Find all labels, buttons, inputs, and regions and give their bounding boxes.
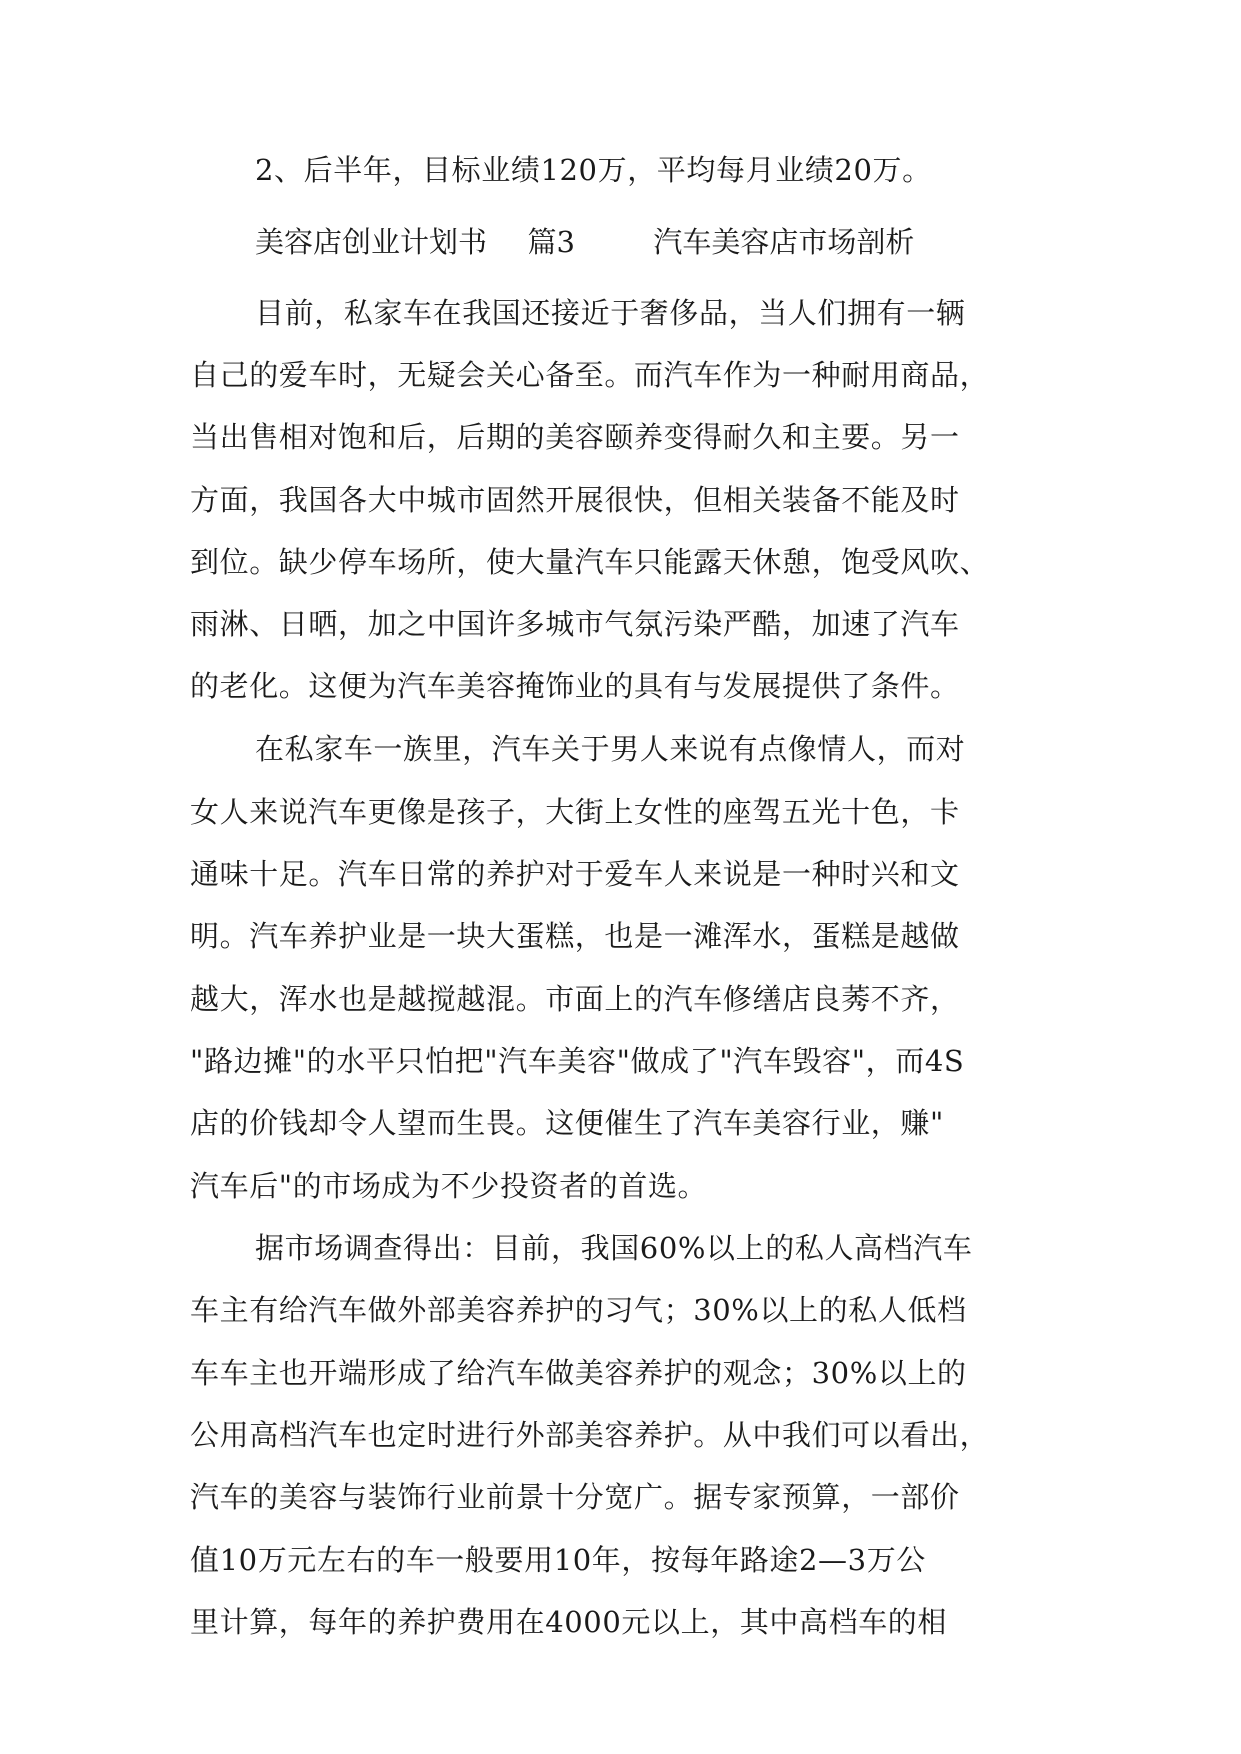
paragraph-2-line: 女人来说汽车更像是孩子，大街上女性的座驾五光十色，卡 (190, 795, 960, 829)
heading-title: 美容店创业计划书 (255, 225, 488, 259)
paragraph-1-line: 当出售相对饱和后，后期的美容颐养变得耐久和主要。另一 (190, 420, 960, 454)
paragraph-3-line: 里计算，每年的养护费用在4000元以上，其中高档车的相 (190, 1605, 948, 1639)
paragraph-1-line: 雨淋、日晒，加之中国许多城市气氛污染严酷，加速了汽车 (190, 607, 960, 641)
paragraph-2-line: "路边摊"的水平只怕把"汽车美容"做成了"汽车毁容"，而4S (190, 1044, 965, 1078)
paragraph-2-line: 越大，浑水也是越搅越混。市面上的汽车修缮店良莠不齐， (190, 982, 960, 1016)
paragraph-3-line: 车主有给汽车做外部美容养护的习气；30%以上的私人低档 (190, 1293, 967, 1327)
section-heading (255, 222, 1055, 262)
paragraph-3-line: 公用高档汽车也定时进行外部美容养护。从中我们可以看出， (190, 1418, 990, 1452)
paragraph-3-line: 据市场调查得出：目前，我国60%以上的私人高档汽车 (255, 1231, 973, 1265)
paragraph-1-line: 方面，我国各大中城市固然开展很快，但相关装备不能及时 (190, 483, 960, 517)
paragraph-1-line: 的老化。这便为汽车美容掩饰业的具有与发展提供了条件。 (190, 669, 960, 703)
paragraph-2-line: 店的价钱却令人望而生畏。这便催生了汽车美容行业，赚" (190, 1106, 944, 1140)
paragraph-2-line: 通味十足。汽车日常的养护对于爱车人来说是一种时兴和文 (190, 857, 960, 891)
paragraph-1-line: 到位。缺少停车场所，使大量汽车只能露天休憩，饱受风吹、 (190, 545, 990, 579)
paragraph-2-line: 汽车后"的市场成为不少投资者的首选。 (190, 1169, 708, 1203)
paragraph-3-line: 值10万元左右的车一般要用10年，按每年路途2—3万公 (190, 1543, 926, 1577)
paragraph-3-line: 车车主也开端形成了给汽车做美容养护的观念；30%以上的 (190, 1356, 967, 1390)
heading-subtitle: 汽车美容店市场剖析 (653, 225, 915, 259)
paragraph-2-line: 明。汽车养护业是一块大蛋糕，也是一滩浑水，蛋糕是越做 (190, 919, 960, 953)
heading-section: 篇3 (527, 225, 575, 259)
text-line: 2、后半年，目标业绩120万，平均每月业绩20万。 (255, 153, 932, 187)
paragraph-1-line: 自己的爱车时，无疑会关心备至。而汽车作为一种耐用商品， (190, 358, 990, 392)
paragraph-3-line: 汽车的美容与装饰行业前景十分宽广。据专家预算，一部价 (190, 1480, 960, 1514)
paragraph-1-line: 目前，私家车在我国还接近于奢侈品，当人们拥有一辆 (255, 296, 966, 330)
paragraph-2-line: 在私家车一族里，汽车关于男人来说有点像情人，而对 (255, 732, 966, 766)
